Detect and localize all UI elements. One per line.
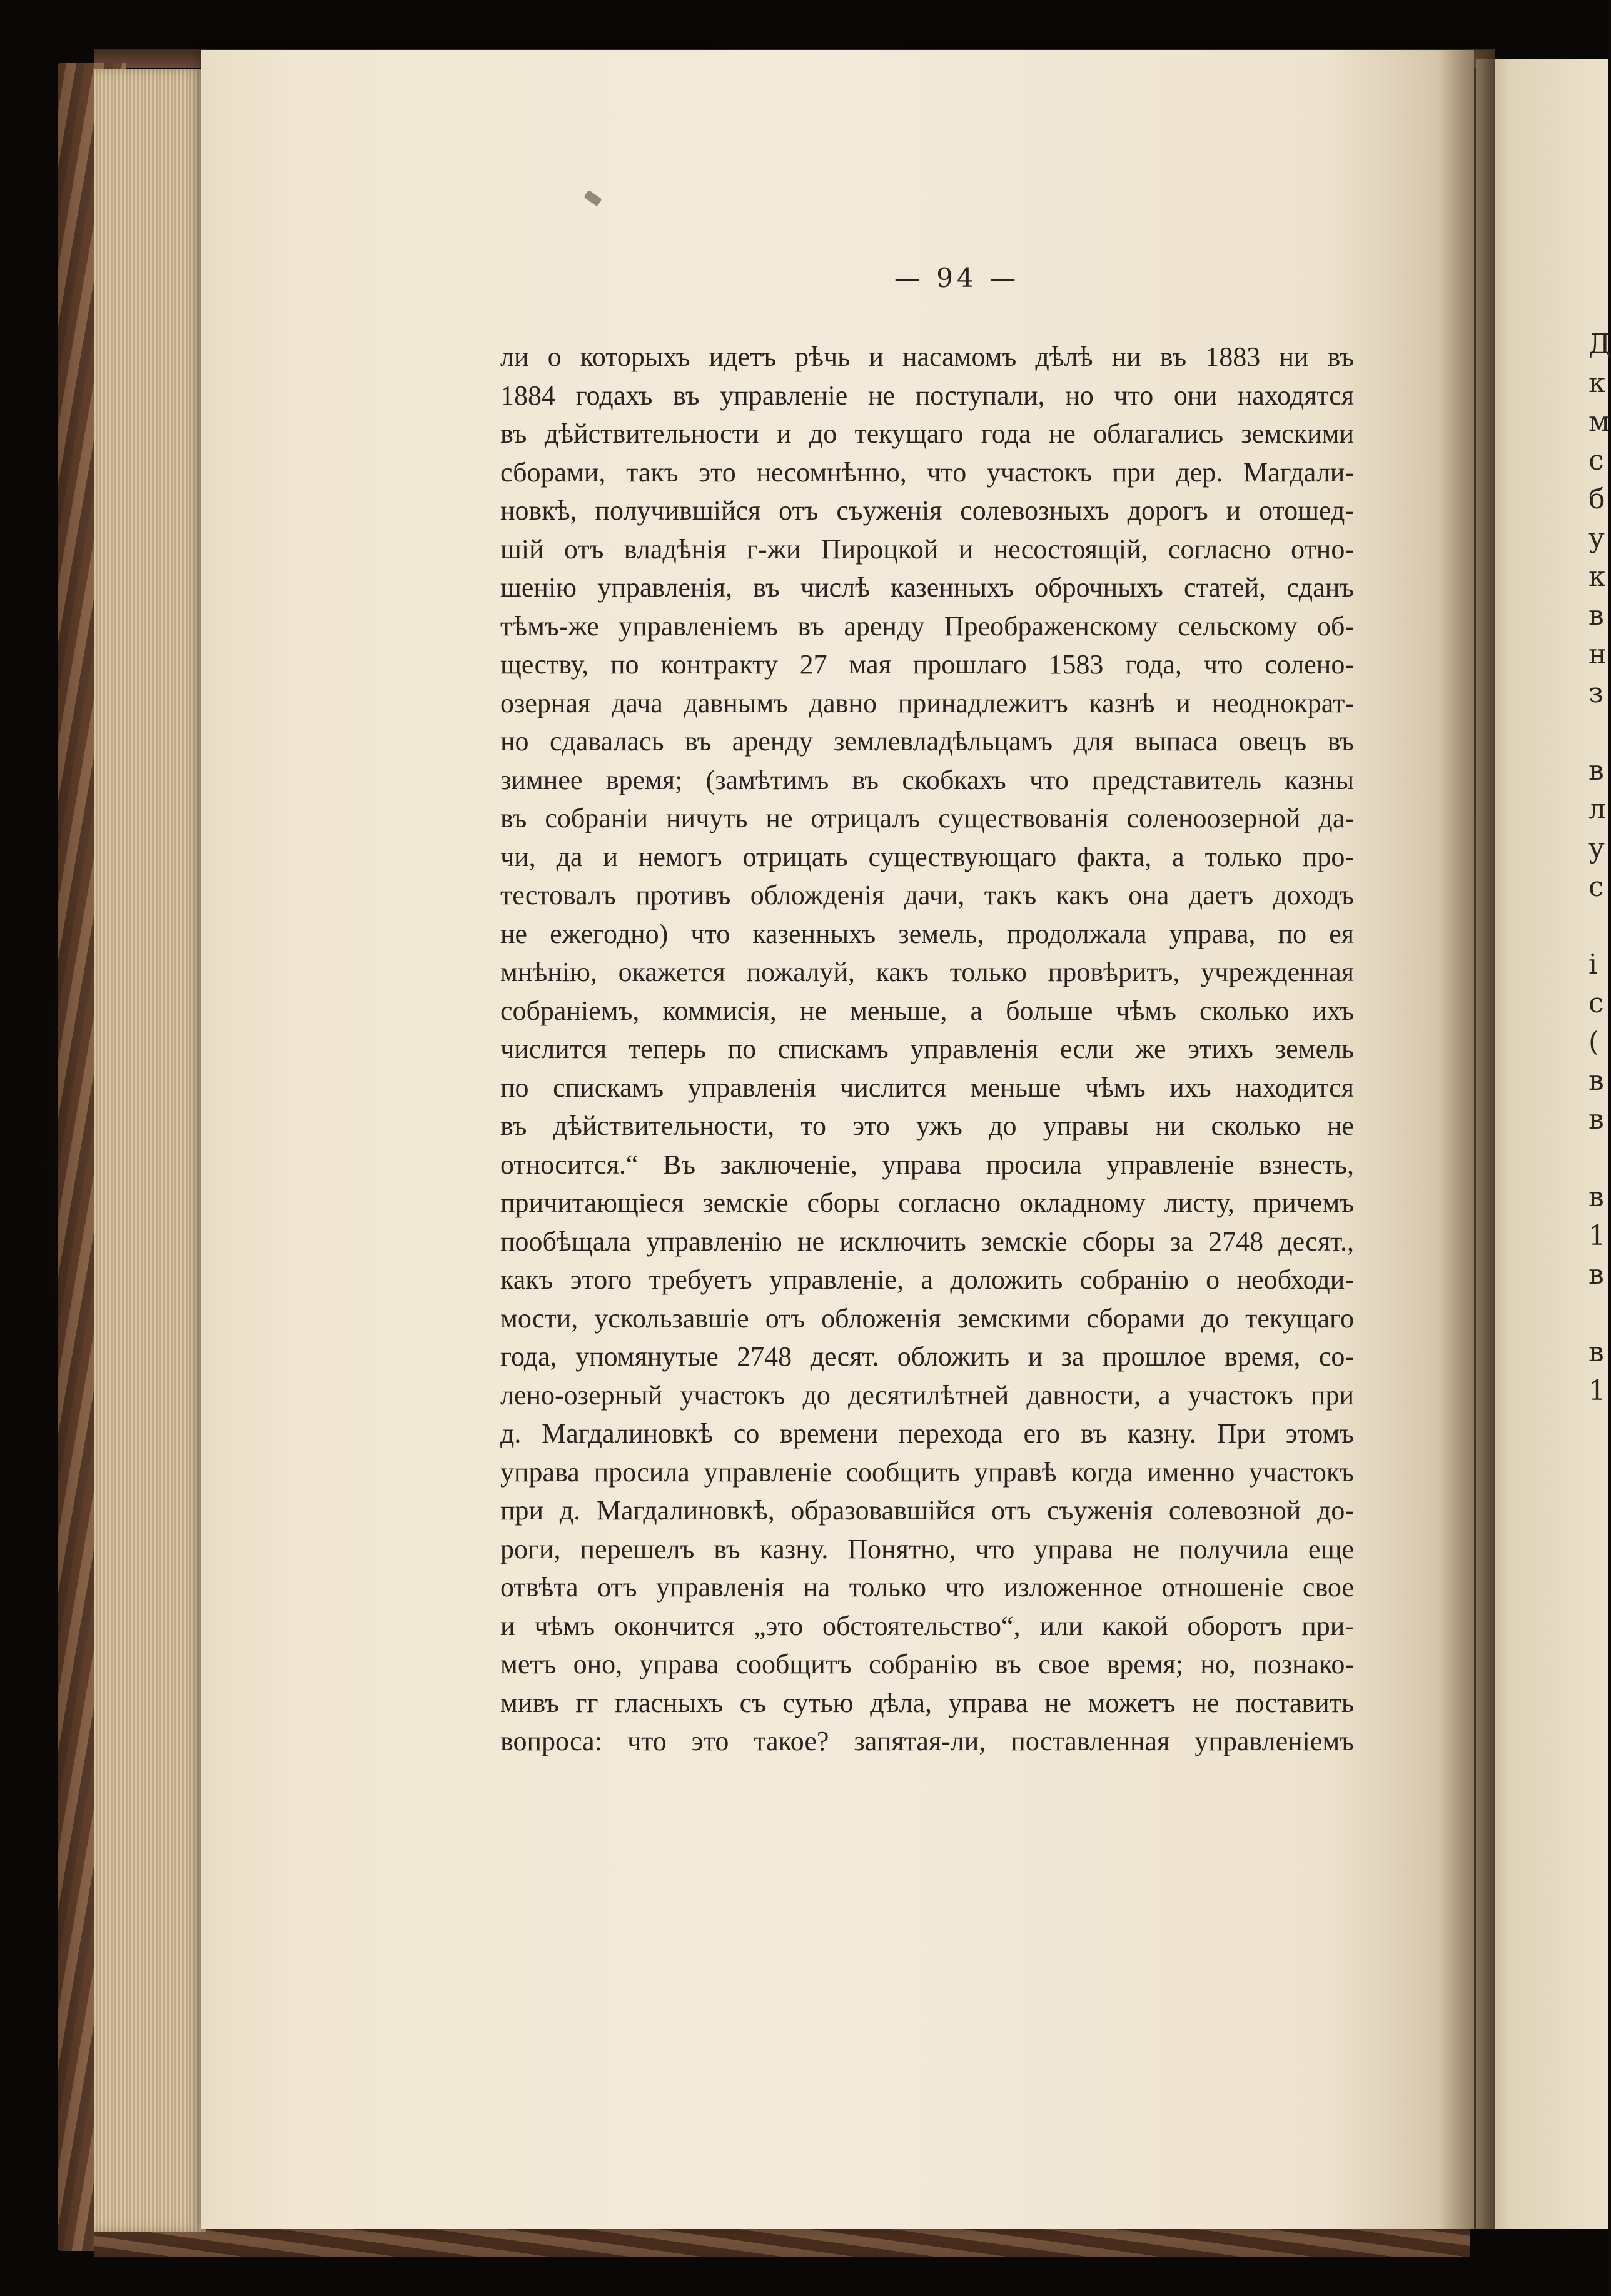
text-line: мости, ускользавшіе отъ обложенія земскими сборами до текущаго (500, 1302, 1354, 1334)
text-line: но сдавалась въ аренду землевладѣльцамъ для выпаса овецъ въ (500, 726, 1354, 757)
text-line: по спискамъ управленія числится меньше чѣмъ ихъ находится (500, 1072, 1354, 1103)
text-line: мивъ гг гласныхъ съ сутью дѣла, управа не можетъ не поставить (500, 1687, 1354, 1718)
text-line: при д. Магдалиновкѣ, образовавшійся отъ съуженія солевозной до- (500, 1495, 1354, 1526)
text-line: отвѣта отъ управленія на только что изложенное отношеніе свое (500, 1572, 1354, 1603)
text-line: тестовалъ противъ обложденія дачи, такъ какъ она даетъ доходъ (500, 880, 1354, 910)
text-line: метъ оно, управа сообщитъ собранію въ свое время; но, познако- (500, 1649, 1354, 1679)
text-line: причитающіеся земскіе сборы согласно окладному листу, причемъ (500, 1187, 1354, 1218)
body-text (500, 338, 1354, 1761)
text-line: новкѣ, получившійся отъ съуженія солевозныхъ дорогъ и отошед- (500, 495, 1354, 526)
text-line: въ собраніи ничуть не отрицалъ существованія соленоозерной да- (500, 803, 1354, 833)
text-line: въ дѣйствительности, то это ужъ до управы ни сколько не (500, 1110, 1354, 1141)
text-line: года, упомянутые 2748 десят. обложить и за прошлое время, со- (500, 1341, 1354, 1372)
text-line: д. Магдалиновкѣ со времени перехода его въ казну. При этомъ (500, 1418, 1354, 1449)
text-line: вопроса: что это такое? запятая-ли, поставленная управленіемъ (500, 1726, 1354, 1756)
text-line: не ежегодно) что казенныхъ земель, продолжала управа, по ея (500, 918, 1354, 949)
text-line: въ дѣйствительности и до текущаго года не облагались земскими (500, 418, 1354, 449)
text-line: тѣмъ-же управленіемъ въ аренду Преображенскому сельскому об- (500, 610, 1354, 642)
text-line: пообѣщала управленію не исключить земскіе сборы за 2748 десят., (500, 1226, 1354, 1257)
text-line: сборами, такъ это несомнѣнно, что участокъ при дер. Магдали- (500, 456, 1354, 488)
text-line: ществу, по контракту 27 мая прошлаго 1583 года, что солено- (500, 649, 1354, 680)
page-block-edges (94, 69, 206, 2232)
text-line: числится теперь по спискамъ управленія если же этихъ земель (500, 1034, 1354, 1064)
text-line: роги, перешелъ въ казну. Понятно, что управа не получила еще (500, 1533, 1354, 1564)
text-line: ли о которыхъ идетъ рѣчь и насамомъ дѣлѣ ни въ 1883 ни въ (500, 341, 1354, 372)
text-line: шій отъ владѣнія г-жи Пироцкой и несостоящій, согласно отно- (500, 533, 1354, 565)
text-line: чи, да и немогъ отрицать существующаго факта, а только про- (500, 841, 1354, 872)
text-line: 1884 годахъ въ управленіе не поступали, но что они находятся (500, 380, 1354, 411)
text-line: шенію управленія, въ числѣ казенныхъ оброчныхъ статей, сданъ (500, 572, 1354, 603)
text-line: относится.“ Въ заключеніе, управа просила управленіе взнесть, (500, 1149, 1354, 1180)
text-line: озерная дача давнымъ давно принадлежитъ казнѣ и неоднократ- (500, 687, 1354, 718)
text-line: какъ этого требуетъ управленіе, а доложить собранію о необходи- (500, 1264, 1354, 1295)
book-gutter-shadow (1438, 50, 1495, 2229)
text-line: лено-озерный участокъ до десятилѣтней давности, а участокъ при (500, 1379, 1354, 1411)
page-number: — 94 — (894, 263, 1020, 293)
facing-page-text-fragment: Д к м с б у к в н з в л у с і с ( в в в 1 в в 1 (1588, 328, 1611, 1407)
text-line: и чѣмъ окончится „это обстоятельство“, или какой оборотъ при- (500, 1610, 1354, 1641)
text-line: управа просила управленіе сообщить управѣ когда именно участокъ (500, 1456, 1354, 1488)
text-line: зимнее время; (замѣтимъ въ скобкахъ что представитель казны (500, 764, 1354, 795)
text-line: собраніемъ, коммисія, не меньше, а больше чѣмъ сколько ихъ (500, 995, 1354, 1026)
text-line: мнѣнію, окажется пожалуй, какъ только провѣритъ, учрежденная (500, 957, 1354, 987)
